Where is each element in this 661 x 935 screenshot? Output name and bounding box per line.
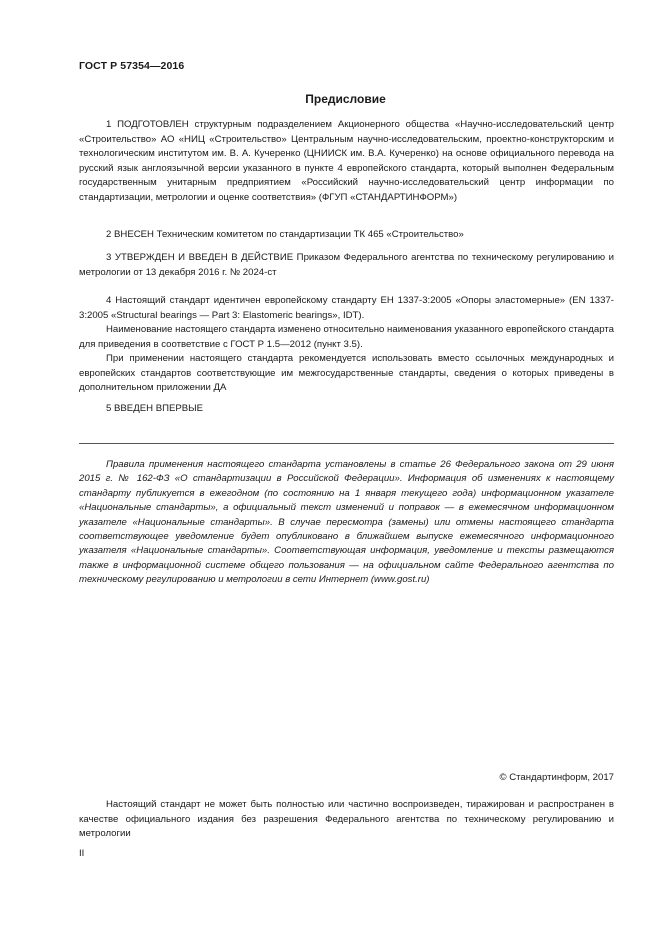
page-number: II [79,848,85,859]
reproduction-notice: Настоящий стандарт не может быть полностью или частично воспроизведен, тиражирован и распространен в качестве официального издания без разрешения Федерального агентства по техническому регулированию и метрологии [79,799,614,840]
divider-line [79,443,614,444]
paragraph-approved: 3 УТВЕРЖДЕН И ВВЕДЕН В ДЕЙСТВИЕ Приказом Федерального агентства по техническому регулированию и метрологии от 13 декабря 2016 г. № 2024-ст [79,252,614,278]
paragraph-prepared-by: 1 ПОДГОТОВЛЕН структурным подразделением Акционерного общества «Научно-исследовательский центр «Строительство» АО «НИЦ «Строительство» Центральным научно-исследовательским, проектно-конструкторским и технологическим институтом им. В. А. Кучеренко (ЦНИИСК им. В.А. Кучеренко) на основе официального перевода на русский язык англоязычной версии указанного в пункте 4 европейского стандарта, который выполнен Федеральным государственным унитарным предприятием «Российский научно-исследовательский центр информации по стандартизации, метрологии и оценке соответствия» (ФГУП «СТАНДАРТИНФОРМ») [79,119,614,203]
paragraph-introduced-by: 2 ВНЕСЕН Техническим комитетом по стандартизации ТК 465 «Строительство» [106,229,464,240]
paragraph-introduced-first: 5 ВВЕДЕН ВПЕРВЫЕ [106,403,204,414]
rules-of-application-notice: Правила применения настоящего стандарта установлены в статье 26 Федерального закона от 29 июня 2015 г. № 162-ФЗ «О стандартизации в Российской Федерации». Информация об изменениях к настоящему стандарту публикуется в ежегодном (по состоянию на 1 января текущего года) информационном указателе «Национальные стандарты», а официальный текст изменений и поправок — в ежемесячном информационном указателе «Национальные стандарты». В случае пересмотра (замены) или отмены настоящего стандарта соответствующее уведомление будет опубликовано в ближайшем выпуске ежемесячного информационного указателя «Национальные стандарты». Соответствующая информация, уведомление и тексты размещаются также в информационной системе общего пользования — на официальном сайте Федерального агентства по техническому регулированию и метрологии в сети Интернет (www.gost.ru) [79,459,614,586]
standard-code-header: ГОСТ Р 57354—2016 [79,60,185,72]
paragraph-references-note: При применении настоящего стандарта рекомендуется использовать вместо ссылочных международных и европейских стандартов соответствующие им межгосударственные стандарты, сведения о которых приведены в дополнительном приложении ДА [79,353,614,394]
paragraph-identical-standard: 4 Настоящий стандарт идентичен европейскому стандарту ЕН 1337-3:2005 «Опоры эластомерные» (EN 1337-3:2005 «Structural bearings — Part 3: Elastomeric bearings», IDT). [79,295,614,321]
page-title: Предисловие [305,92,386,106]
paragraph-name-changed: Наименование настоящего стандарта изменено относительно наименования указанного европейского стандарта для приведения в соответствие с ГОСТ Р 1.5—2012 (пункт 3.5). [79,324,614,350]
copyright-line: © Стандартинформ, 2017 [499,772,614,783]
